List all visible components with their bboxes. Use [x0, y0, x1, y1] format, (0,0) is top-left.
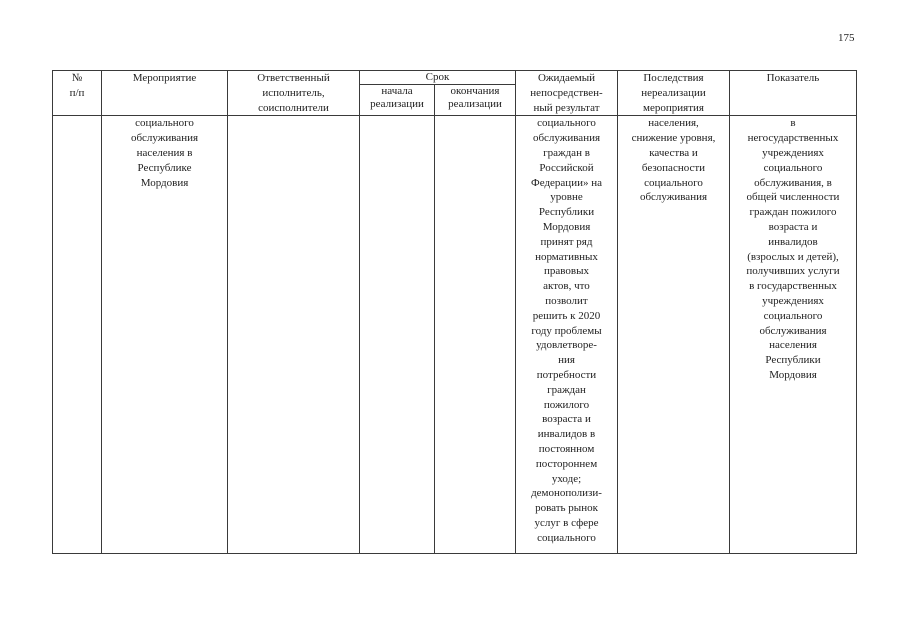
cell-term-start	[360, 116, 435, 554]
header-term-start: начала реализации	[360, 85, 435, 116]
header-consequences: Последствия нереализации мероприятия	[618, 71, 730, 116]
cell-number	[53, 116, 102, 554]
header-executor: Ответственный исполнитель, соисполнители	[228, 71, 360, 116]
cell-measure: социального обслуживания населения в Республике Мордовия	[102, 116, 228, 554]
table-row	[53, 116, 857, 554]
cell-indicator: в негосударственных учреждениях социального обслуживания, в общей численности граждан пожилого возраста и инвалидов (взрослых и детей), получивших услуги в государственных учреждениях социального обслуживания населения Республики Мордовия	[730, 116, 857, 554]
header-indicator: Показатель	[730, 71, 857, 116]
header-measure: Мероприятие	[102, 71, 228, 116]
header-term-end: окончания реализации	[435, 85, 516, 116]
cell-executor	[228, 116, 360, 554]
page-number: 175	[838, 32, 855, 44]
header-term: Срок	[360, 71, 516, 85]
cell-term-end	[435, 116, 516, 554]
header-number: № п/п	[53, 71, 102, 116]
header-expected-result: Ожидаемый непосредствен- ный результат	[516, 71, 618, 116]
measures-table	[52, 70, 857, 554]
cell-expected-result: социального обслуживания граждан в Российской Федерации» на уровне Республики Мордовия принят ряд нормативных правовых актов, что позволит решить к 2020 году проблемы удовлетворе- ния потребности граждан пожилого возраста и инвалидов в постоянном постороннем уходе; демонополизи- ровать рынок услуг в сфере социального	[516, 116, 618, 554]
cell-consequences: населения, снижение уровня, качества и безопасности социального обслуживания	[618, 116, 730, 554]
